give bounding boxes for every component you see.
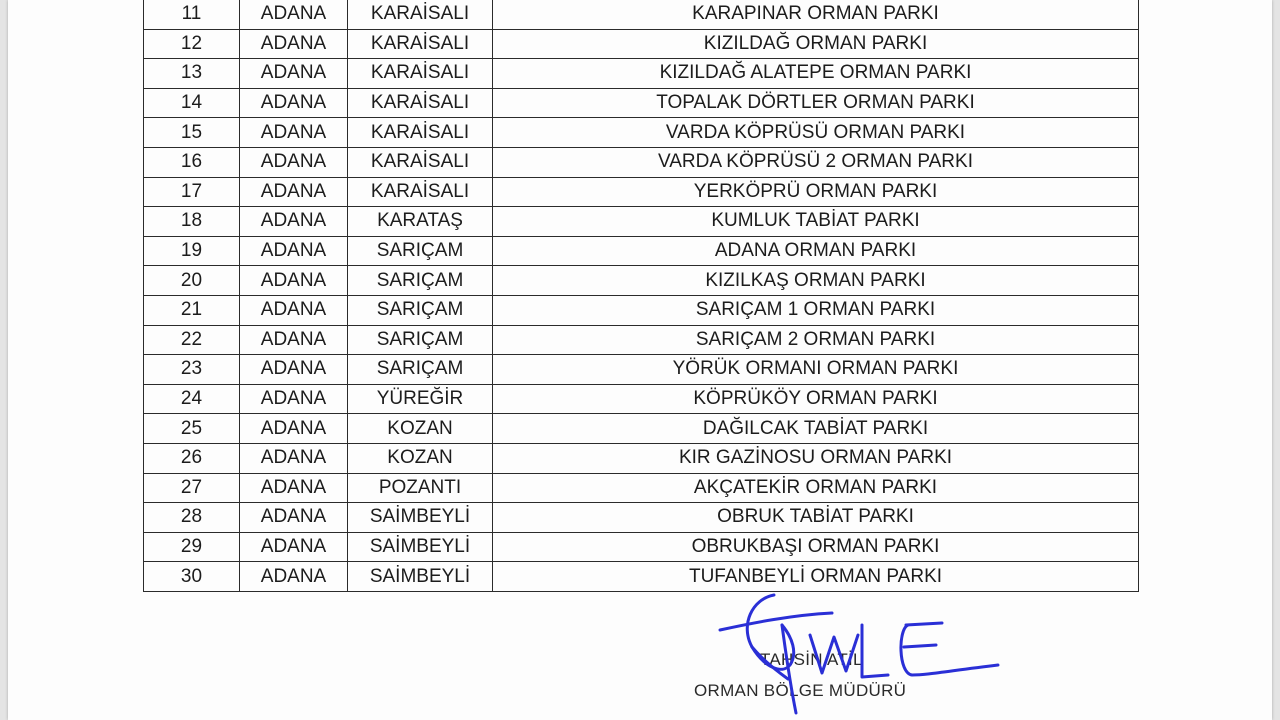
table-row xyxy=(144,59,1139,89)
park-name-cell: TOPALAK DÖRTLER ORMAN PARKI xyxy=(493,88,1139,118)
row-number: 27 xyxy=(144,473,240,503)
table-row xyxy=(144,443,1139,473)
row-number: 23 xyxy=(144,355,240,385)
row-number: 25 xyxy=(144,414,240,444)
table-row xyxy=(144,177,1139,207)
province-cell: ADANA xyxy=(240,532,348,562)
park-name-cell: VARDA KÖPRÜSÜ 2 ORMAN PARKI xyxy=(493,147,1139,177)
row-number: 29 xyxy=(144,532,240,562)
district-cell: SAİMBEYLİ xyxy=(348,503,493,533)
province-cell: ADANA xyxy=(240,414,348,444)
province-cell: ADANA xyxy=(240,88,348,118)
table-row xyxy=(144,118,1139,148)
park-name-cell: YERKÖPRÜ ORMAN PARKI xyxy=(493,177,1139,207)
park-name-cell: YÖRÜK ORMANI ORMAN PARKI xyxy=(493,355,1139,385)
parks-table xyxy=(143,0,1139,592)
signatory-name: TAHSİN ATİL xyxy=(760,650,863,669)
district-cell: SARIÇAM xyxy=(348,355,493,385)
park-name-cell: VARDA KÖPRÜSÜ ORMAN PARKI xyxy=(493,118,1139,148)
row-number: 19 xyxy=(144,236,240,266)
province-cell: ADANA xyxy=(240,118,348,148)
park-name-cell: KÖPRÜKÖY ORMAN PARKI xyxy=(493,384,1139,414)
district-cell: KARAİSALI xyxy=(348,88,493,118)
row-number: 24 xyxy=(144,384,240,414)
row-number: 12 xyxy=(144,29,240,59)
table-row xyxy=(144,414,1139,444)
park-name-cell: KIZILDAĞ ORMAN PARKI xyxy=(493,29,1139,59)
row-number: 21 xyxy=(144,295,240,325)
province-cell: ADANA xyxy=(240,503,348,533)
park-name-cell: TUFANBEYLİ ORMAN PARKI xyxy=(493,562,1139,592)
district-cell: SARIÇAM xyxy=(348,266,493,296)
park-name-cell: SARIÇAM 1 ORMAN PARKI xyxy=(493,295,1139,325)
district-cell: KARAİSALI xyxy=(348,177,493,207)
park-name-cell: AKÇATEKİR ORMAN PARKI xyxy=(493,473,1139,503)
province-cell: ADANA xyxy=(240,295,348,325)
table-row xyxy=(144,355,1139,385)
province-cell: ADANA xyxy=(240,266,348,296)
province-cell: ADANA xyxy=(240,177,348,207)
park-name-cell: ADANA ORMAN PARKI xyxy=(493,236,1139,266)
province-cell: ADANA xyxy=(240,236,348,266)
park-name-cell: KUMLUK TABİAT PARKI xyxy=(493,207,1139,237)
province-cell: ADANA xyxy=(240,562,348,592)
province-cell: ADANA xyxy=(240,147,348,177)
province-cell: ADANA xyxy=(240,473,348,503)
province-cell: ADANA xyxy=(240,207,348,237)
table-row xyxy=(144,29,1139,59)
district-cell: YÜREĞİR xyxy=(348,384,493,414)
province-cell: ADANA xyxy=(240,29,348,59)
table-row xyxy=(144,0,1139,29)
park-name-cell: KIZILDAĞ ALATEPE ORMAN PARKI xyxy=(493,59,1139,89)
district-cell: KARAİSALI xyxy=(348,29,493,59)
table-row xyxy=(144,384,1139,414)
district-cell: POZANTI xyxy=(348,473,493,503)
park-name-cell: SARIÇAM 2 ORMAN PARKI xyxy=(493,325,1139,355)
district-cell: SARIÇAM xyxy=(348,236,493,266)
province-cell: ADANA xyxy=(240,443,348,473)
province-cell: ADANA xyxy=(240,0,348,29)
table-row xyxy=(144,325,1139,355)
row-number: 30 xyxy=(144,562,240,592)
district-cell: KARAİSALI xyxy=(348,0,493,29)
district-cell: SAİMBEYLİ xyxy=(348,562,493,592)
row-number: 28 xyxy=(144,503,240,533)
district-cell: SARIÇAM xyxy=(348,325,493,355)
table-row xyxy=(144,236,1139,266)
row-number: 13 xyxy=(144,59,240,89)
parks-table-body xyxy=(144,0,1139,591)
table-row xyxy=(144,266,1139,296)
row-number: 11 xyxy=(144,0,240,29)
table-row xyxy=(144,207,1139,237)
district-cell: KARAİSALI xyxy=(348,59,493,89)
park-name-cell: DAĞILCAK TABİAT PARKI xyxy=(493,414,1139,444)
province-cell: ADANA xyxy=(240,59,348,89)
district-cell: SAİMBEYLİ xyxy=(348,532,493,562)
park-name-cell: KIZILKAŞ ORMAN PARKI xyxy=(493,266,1139,296)
district-cell: KARAİSALI xyxy=(348,118,493,148)
row-number: 26 xyxy=(144,443,240,473)
park-name-cell: KARAPINAR ORMAN PARKI xyxy=(493,0,1139,29)
row-number: 20 xyxy=(144,266,240,296)
district-cell: KOZAN xyxy=(348,443,493,473)
park-name-cell: OBRUKBAŞI ORMAN PARKI xyxy=(493,532,1139,562)
table-row xyxy=(144,88,1139,118)
table-row xyxy=(144,473,1139,503)
district-cell: KOZAN xyxy=(348,414,493,444)
province-cell: ADANA xyxy=(240,355,348,385)
province-cell: ADANA xyxy=(240,384,348,414)
row-number: 18 xyxy=(144,207,240,237)
row-number: 17 xyxy=(144,177,240,207)
table-row xyxy=(144,532,1139,562)
row-number: 15 xyxy=(144,118,240,148)
table-row xyxy=(144,295,1139,325)
table-row xyxy=(144,147,1139,177)
park-name-cell: KIR GAZİNOSU ORMAN PARKI xyxy=(493,443,1139,473)
signatory-title: ORMAN BÖLGE MÜDÜRÜ xyxy=(694,681,907,700)
row-number: 22 xyxy=(144,325,240,355)
province-cell: ADANA xyxy=(240,325,348,355)
table-row xyxy=(144,503,1139,533)
district-cell: KARATAŞ xyxy=(348,207,493,237)
row-number: 14 xyxy=(144,88,240,118)
district-cell: KARAİSALI xyxy=(348,147,493,177)
park-name-cell: OBRUK TABİAT PARKI xyxy=(493,503,1139,533)
district-cell: SARIÇAM xyxy=(348,295,493,325)
handwritten-signature xyxy=(712,585,1012,720)
row-number: 16 xyxy=(144,147,240,177)
